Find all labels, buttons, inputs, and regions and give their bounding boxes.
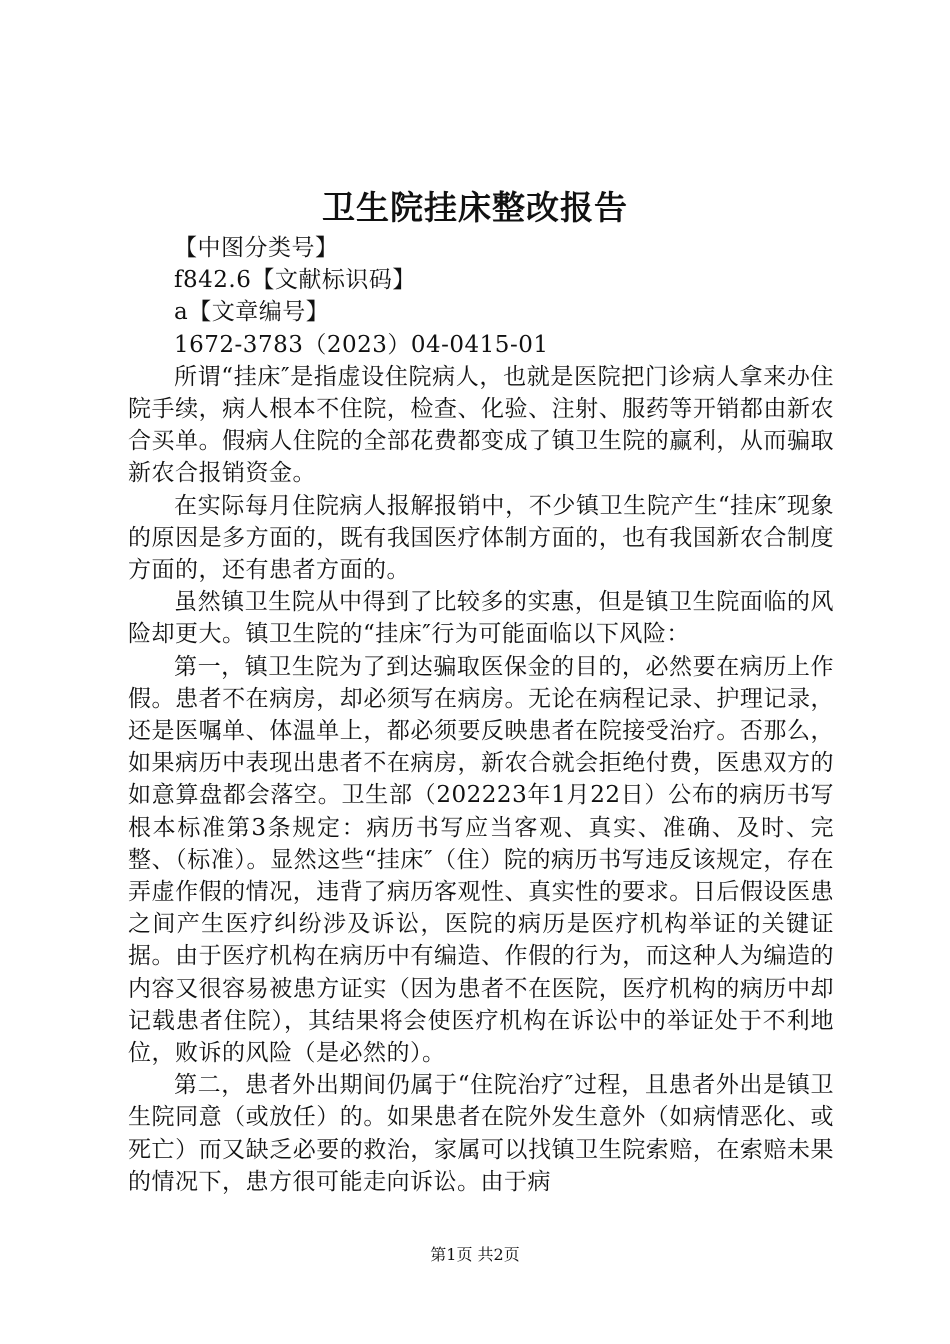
- paragraph-risks-intro: 虽然镇卫生院从中得到了比较多的实惠，但是镇卫生院面临的风险却更大。镇卫生院的“挂床″行为可能面临以下风险：: [128, 589, 834, 648]
- document-body: [128, 232, 834, 1198]
- document-title: 卫生院挂床整改报告: [322, 188, 628, 227]
- page-footer: 第1页 共2页: [430, 1245, 520, 1264]
- classification-number-label: 【中图分类号】: [174, 235, 339, 261]
- document-identifier-line: f842.6【文献标识码】: [174, 267, 416, 294]
- paragraph-causes: 在实际每月住院病人报解报销中，不少镇卫生院产生“挂床″现象的原因是多方面的，既有我国医疗体制方面的，也有我国新农合制度方面的，还有患者方面的。: [128, 492, 834, 584]
- article-number-value: 1672-3783（2023）04-0415-01: [174, 331, 549, 358]
- paragraph-definition: 所谓“挂床″是指虚设住院病人，也就是医院把门诊病人拿来办住院手续，病人根本不住院，检查、化验、注射、服药等开销都由新农合买单。假病人住院的全部花费都变成了镇卫生院的赢利，从而骗取新农合报销资金。: [128, 363, 834, 487]
- paragraph-risk-one: 第一，镇卫生院为了到达骗取医保金的目的，必然要在病历上作假。患者不在病房，却必须写在病房。无论在病程记录、护理记录，还是医嘱单、体温单上，都必须要反映患者在院接受治疗。否那么，如果病历中表现出患者不在病房，新农合就会拒绝付费，医患双方的如意算盘都会落空。卫生部（202223年1月22日）公布的病历书写根本标准第3条规定：病历书写应当客观、真实、准确、及时、完整、（标准）。显然这些“挂床″（住）院的病历书写违反该规定，存在弄虚作假的情况，违背了病历客观性、真实性的要求。日后假设医患之间产生医疗纠纷涉及诉讼，医院的病历是医疗机构举证的关键证据。由于医疗机构在病历中有编造、作假的行为，而这种人为编造的内容又很容易被患方证实（因为患者不在医院，医疗机构的病历中却记载患者住院），其结果将会使医疗机构在诉讼中的举证处于不利地位，败诉的风险（是必然的）。: [128, 653, 834, 1067]
- paragraph-risk-two: 第二，患者外出期间仍属于“住院治疗″过程，且患者外出是镇卫生院同意（或放任）的。如果患者在院外发生意外（如病情恶化、或死亡）而又缺乏必要的救治，家属可以找镇卫生院索赔，在索赔未果的情况下，患方很可能走向诉讼。由于病: [128, 1072, 834, 1195]
- article-number-label: a【文章编号】: [174, 299, 330, 326]
